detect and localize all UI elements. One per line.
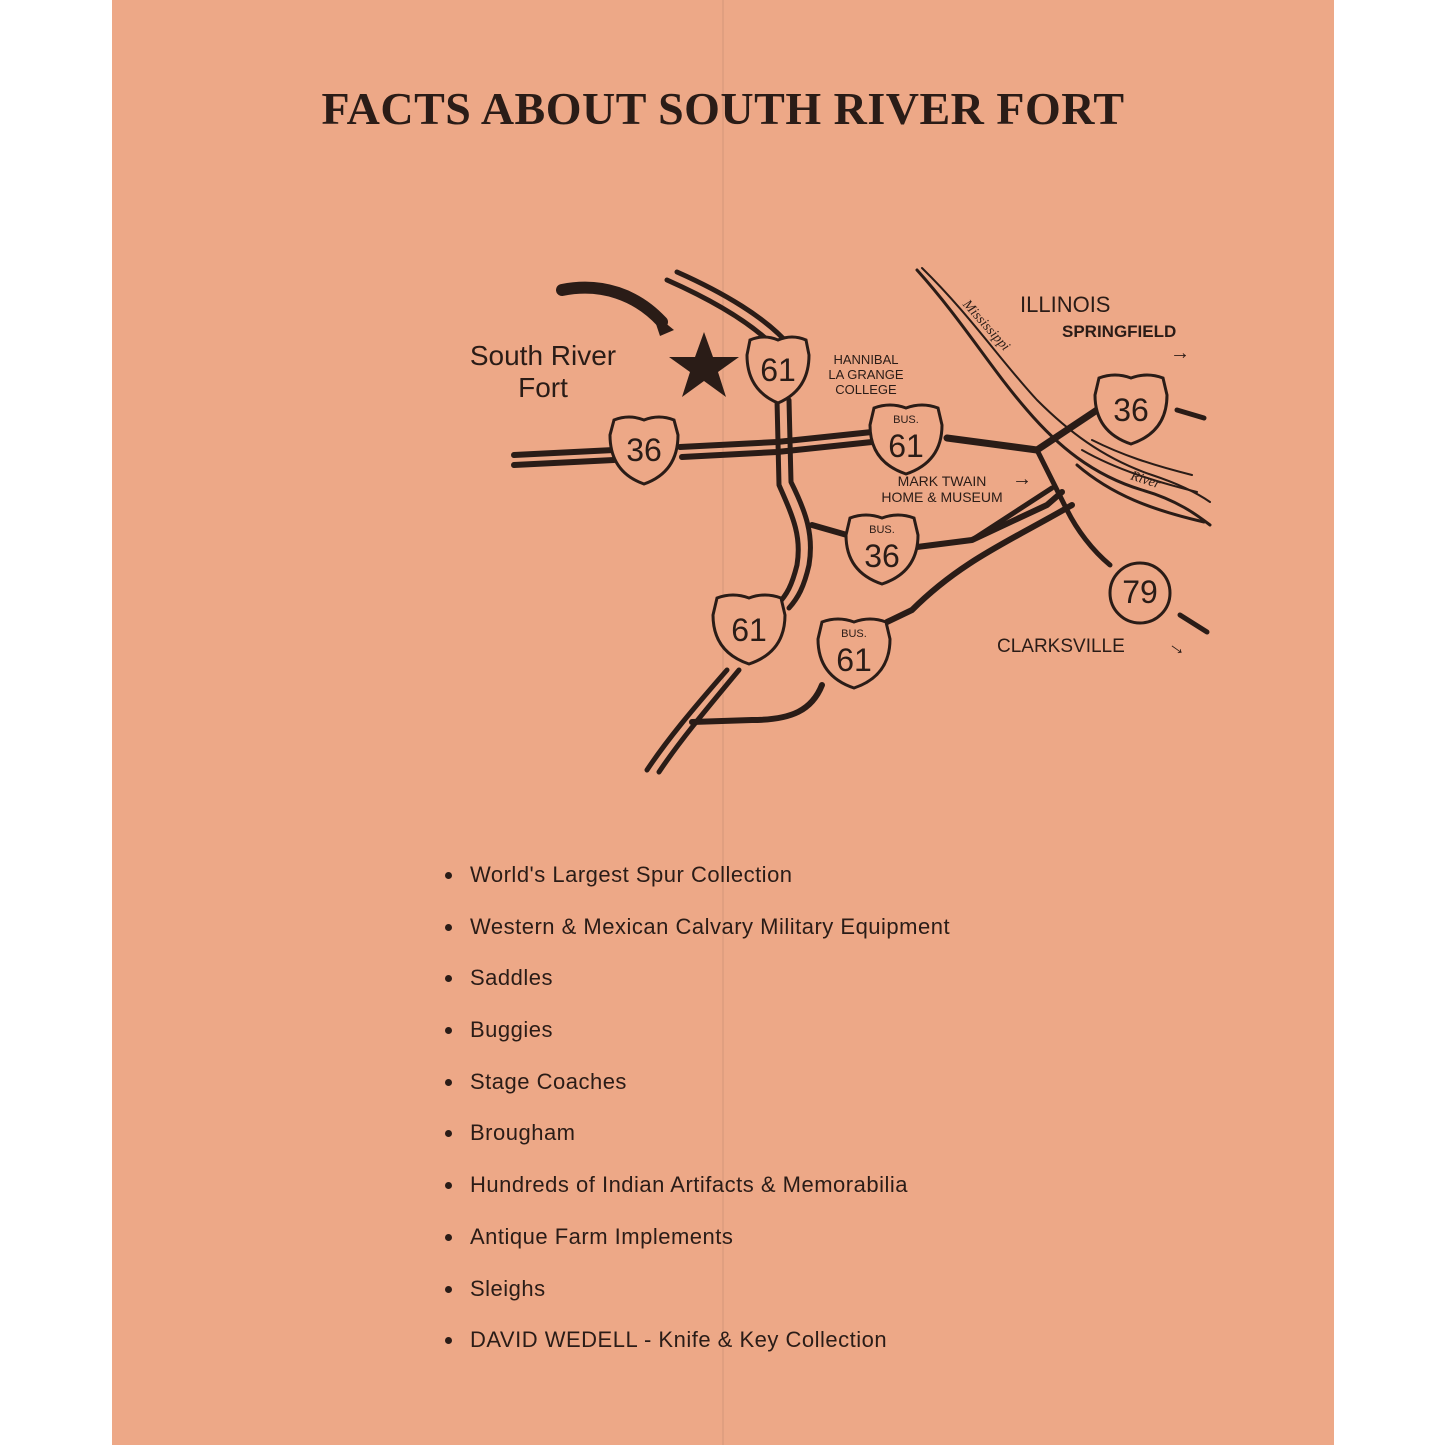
springfield-arrow-icon: →: [1170, 342, 1190, 364]
mississippi-label: Mississippi: [959, 297, 1013, 355]
bullet-icon: [445, 975, 452, 982]
illinois-label: ILLINOIS: [1020, 292, 1111, 317]
brochure-page: [112, 0, 1334, 1445]
page-title: FACTS ABOUT SOUTH RIVER FORT: [321, 83, 1125, 134]
mark-twain-label: MARK TWAIN HOME & MUSEUM: [881, 473, 1003, 506]
us61-south-shield: 61: [731, 612, 767, 648]
hannibal-label: HANNIBAL LA GRANGE COLLEGE: [828, 352, 904, 397]
bullet-icon: [445, 1027, 452, 1034]
list-item: Antique Farm Implements: [442, 1224, 1142, 1276]
list-item: Buggies: [442, 1017, 1142, 1069]
clarksville-label: CLARKSVILLE: [997, 636, 1125, 657]
list-item: Stage Coaches: [442, 1069, 1142, 1121]
facts-list: [442, 862, 1142, 1379]
list-item: Western & Mexican Calvary Military Equipment: [442, 914, 1142, 966]
us61-north-shield: 61: [760, 352, 796, 388]
clarksville-arrow-icon: →: [1163, 632, 1193, 662]
list-item: Hundreds of Indian Artifacts & Memorabilia: [442, 1172, 1142, 1224]
bullet-icon: [445, 1079, 452, 1086]
bullet-icon: [445, 872, 452, 879]
mark-twain-arrow-icon: →: [1012, 468, 1032, 490]
list-item: Saddles: [442, 965, 1142, 1017]
river-label: River: [1128, 468, 1163, 493]
list-item: World's Largest Spur Collection: [442, 862, 1142, 914]
list-item: DAVID WEDELL - Knife & Key Collection: [442, 1327, 1142, 1379]
location-map: [469, 260, 1232, 780]
bullet-icon: [445, 924, 452, 931]
fort-label: South River Fort: [469, 340, 617, 404]
bullet-icon: [445, 1286, 452, 1293]
bullet-icon: [445, 1337, 452, 1344]
bullet-icon: [445, 1234, 452, 1241]
list-item: Brougham: [442, 1120, 1142, 1172]
us36-west-shield: 36: [626, 432, 662, 468]
mo79-marker: 79: [1122, 574, 1158, 610]
bus61-south-shield: BUS. 61: [836, 628, 872, 678]
bullet-icon: [445, 1130, 452, 1137]
us36-east-shield: 36: [1113, 392, 1149, 428]
list-item: Sleighs: [442, 1276, 1142, 1328]
bullet-icon: [445, 1182, 452, 1189]
bus36-shield: BUS. 36: [864, 524, 900, 574]
springfield-label: SPRINGFIELD: [1062, 322, 1177, 341]
bus61-north-shield: BUS. 61: [888, 414, 924, 464]
